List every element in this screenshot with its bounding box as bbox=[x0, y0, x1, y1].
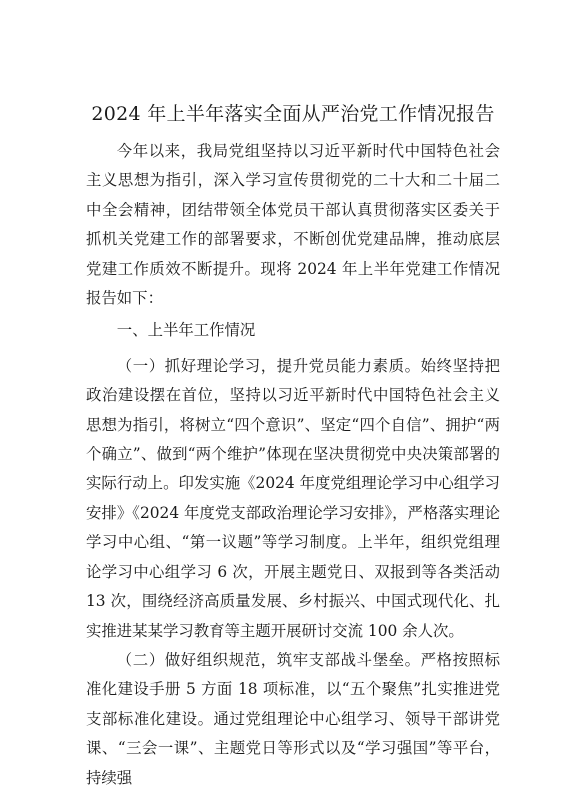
document-body bbox=[86, 137, 500, 793]
item-2-text: 严格按照标准化建设手册 5 方面 18 项标准，以“五个聚焦”扎实推进党支部标准化建设。通过党组理论中心组学习、领导干部讲党课、“三会一课”、主题党日等形式以及“学习强国”等平台，持续强 bbox=[86, 650, 500, 787]
section-heading: 一、上半年工作情况 bbox=[116, 321, 256, 340]
item-paragraph-2 bbox=[86, 646, 500, 793]
item-paragraph-1 bbox=[86, 352, 500, 646]
item-1-text: 始终坚持把政治建设摆在首位，坚持以习近平新时代中国特色社会主义思想为指引，将树立“四个意识”、坚定“四个自信”、拥护“两个确立”、做到“两个维护”体现在坚决贯彻党中央决策部署的实际行动上。印发实施《2024 年度党组理论学习中心组学习安排》《2024 年度党支部政治理论学习安排》，严格落实理论学习中心组、“第一议题”等学习制度。上半年，组织党组理论学习中心组学习 6 次，开展主题党日、双报到等各类活动 13 次，围绕经济高质量发展、乡村振兴、中国式现代化、扎实推进某某学习教育等主题开展研讨交流 100 余人次。 bbox=[86, 356, 500, 640]
item-2-lead: （二）做好组织规范，筑牢支部战斗堡垒。 bbox=[116, 650, 421, 669]
intro-paragraph: 今年以来，我局党组坚持以习近平新时代中国特色社会主义思想为指引，深入学习宣传贯彻党的二十大和二十届二中全会精神，团结带领全体党员干部认真贯彻落实区委关于抓机关党建工作的部署要求，不断创优党建品牌，推动底层党建工作质效不断提升。现将 2024 年上半年党建工作情况报告如下： bbox=[86, 142, 500, 308]
document-title: 2024 年上半年落实全面从严治党工作情况报告 bbox=[91, 103, 495, 125]
item-1-lead: （一）抓好理论学习，提升党员能力素质。 bbox=[116, 356, 421, 375]
